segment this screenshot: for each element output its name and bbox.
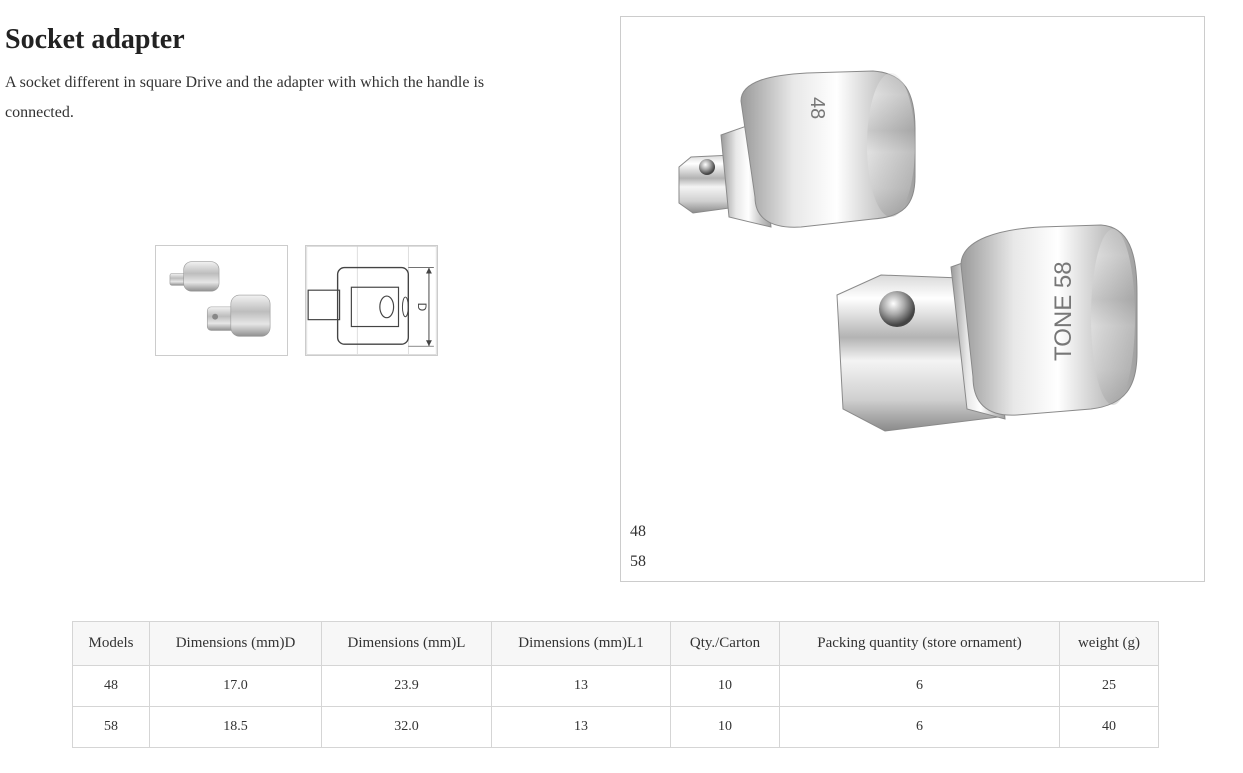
table-header-row: [73, 622, 1159, 666]
header-packing-quantity: Packing quantity (store ornament): [780, 622, 1060, 666]
dimension-drawing-icon: [306, 246, 437, 355]
product-photo-thumbnail[interactable]: [155, 245, 288, 356]
table-row: [73, 666, 1159, 707]
cell-dimension-l1: 13: [492, 666, 671, 707]
spec-table: [72, 621, 1159, 748]
product-description: A socket different in square Drive and the adapter with which the handle is connected.: [5, 74, 485, 121]
cell-dimension-l1: 13: [492, 707, 671, 748]
cell-dimension-l: 23.9: [322, 666, 492, 707]
cell-dimension-l: 32.0: [322, 707, 492, 748]
cell-weight: 40: [1060, 707, 1159, 748]
header-weight: weight (g): [1060, 622, 1159, 666]
cell-model: 48: [73, 666, 150, 707]
model-label-48: 48: [630, 523, 646, 540]
cell-packing-quantity: 6: [780, 707, 1060, 748]
header-dimension-l: Dimensions (mm)L: [322, 622, 492, 666]
model-label-58: 58: [630, 553, 646, 570]
page-title: Socket adapter: [5, 24, 185, 55]
dimension-label-d: D: [415, 302, 429, 312]
header-dimension-l1: Dimensions (mm)L1: [492, 622, 671, 666]
cell-qty-carton: 10: [671, 707, 780, 748]
cell-weight: 25: [1060, 666, 1159, 707]
engraving-48: 48: [806, 97, 828, 120]
main-product-image: [620, 16, 1205, 582]
adapter-photo-icon: [156, 246, 287, 355]
engraving-58: TONE 58: [1050, 261, 1077, 361]
table-row: [73, 707, 1159, 748]
header-dimension-d: Dimensions (mm)D: [150, 622, 322, 666]
cell-dimension-d: 17.0: [150, 666, 322, 707]
cell-packing-quantity: 6: [780, 666, 1060, 707]
cell-dimension-d: 18.5: [150, 707, 322, 748]
cell-model: 58: [73, 707, 150, 748]
header-models: Models: [73, 622, 150, 666]
socket-adapter-photo-icon: [621, 17, 1204, 517]
dimension-drawing-thumbnail[interactable]: [305, 245, 438, 356]
header-qty-carton: Qty./Carton: [671, 622, 780, 666]
cell-qty-carton: 10: [671, 666, 780, 707]
